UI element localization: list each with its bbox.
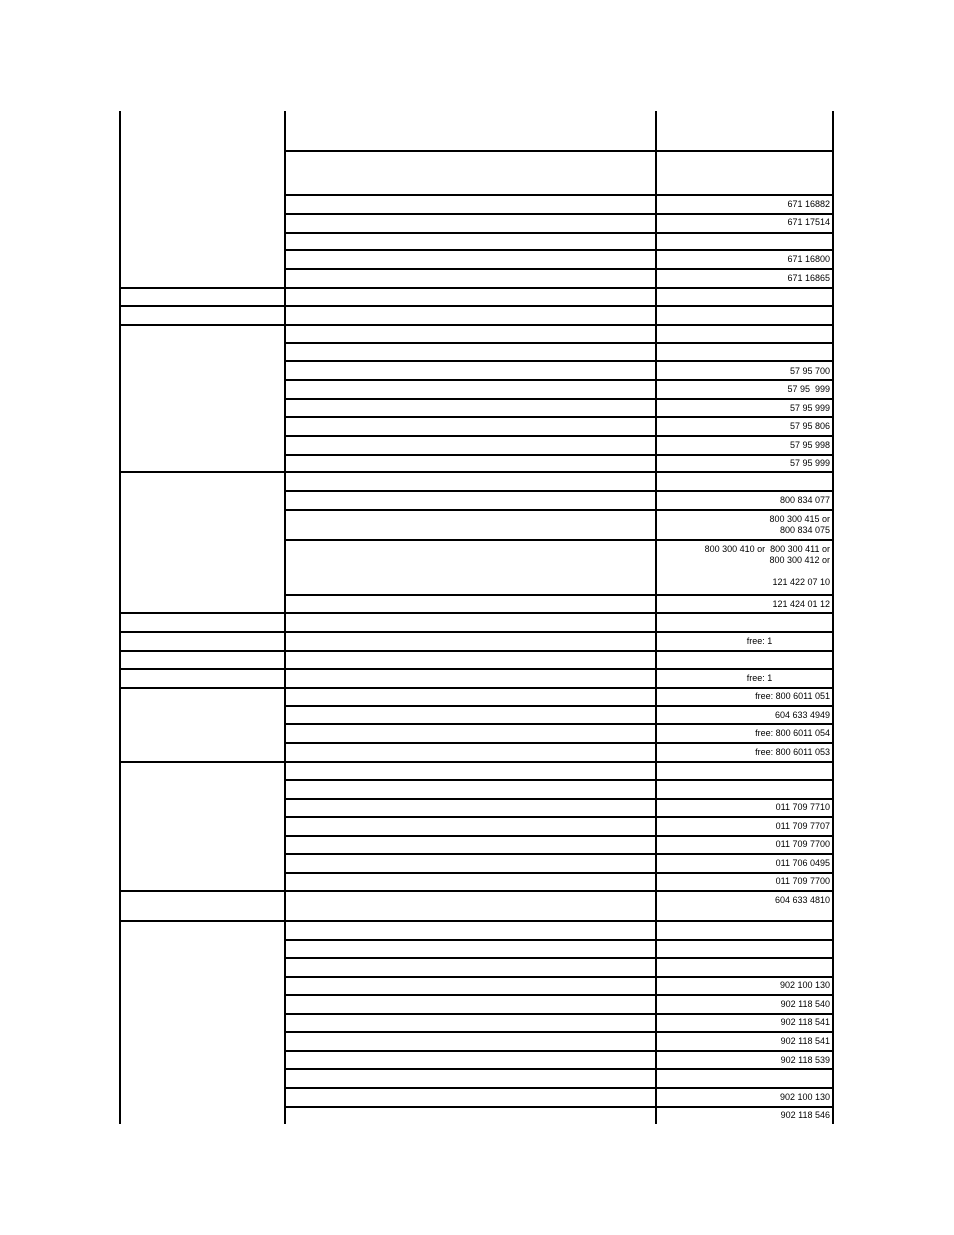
row-border (284, 435, 834, 437)
row-border (284, 150, 834, 152)
group-border (119, 668, 834, 670)
row-border (284, 398, 834, 400)
phone-cell (660, 403, 830, 414)
phone-text: 011 709 7700 (775, 839, 830, 849)
phone-text: free: 800 6011 053 (755, 747, 830, 757)
row-border (284, 705, 834, 707)
phone-cell (660, 384, 830, 395)
row-border (284, 853, 834, 855)
phone-cell (660, 544, 830, 588)
phone-cell (660, 1110, 830, 1121)
phone-cell (660, 895, 830, 906)
phone-cell (660, 199, 830, 210)
group-border (119, 890, 834, 892)
col-border-1 (284, 111, 286, 1124)
row-border (284, 957, 834, 959)
row-border (284, 1031, 834, 1033)
phone-text: free: 800 6011 054 (755, 728, 830, 738)
row-border (284, 213, 834, 215)
phone-cell (660, 839, 830, 850)
phone-text: 902 118 541 (780, 1017, 830, 1027)
row-border (284, 1087, 834, 1089)
row-border (284, 872, 834, 874)
group-border (119, 287, 834, 289)
phone-text: 671 16865 (787, 273, 830, 283)
phone-cell (660, 599, 830, 610)
phone-text: 57 95 700 (789, 366, 830, 376)
group-border (119, 612, 834, 614)
phone-text: 121 424 01 12 (772, 599, 830, 609)
col-border-right (832, 111, 834, 1124)
row-border (284, 379, 834, 381)
row-border (284, 342, 834, 344)
phone-cell (660, 1036, 830, 1047)
phone-cell (660, 876, 830, 887)
phone-text: 57 95 806 (789, 421, 830, 431)
row-border (284, 816, 834, 818)
group-border (119, 305, 834, 307)
phone-cell (660, 858, 830, 869)
phone-text: 800 834 077 (779, 495, 830, 505)
row-border (284, 360, 834, 362)
phone-text: 011 709 7710 (775, 802, 830, 812)
row-border (284, 194, 834, 196)
row-border (284, 976, 834, 978)
row-border (284, 1106, 834, 1108)
col-border-left (119, 111, 121, 1124)
group-border (119, 324, 834, 326)
row-border (284, 1068, 834, 1070)
phone-cell (660, 710, 830, 721)
row-border (284, 742, 834, 744)
phone-text: free: 1 (746, 636, 773, 646)
col-border-2 (655, 111, 657, 1124)
phone-cell (660, 980, 830, 991)
row-border (284, 723, 834, 725)
row-border (284, 1050, 834, 1052)
phone-cell (657, 673, 862, 684)
phone-text: 902 118 541 (780, 1036, 830, 1046)
group-border (119, 650, 834, 652)
row-border (284, 594, 834, 596)
phone-cell (660, 1055, 830, 1066)
row-border (284, 539, 834, 541)
phone-text: 671 16800 (787, 254, 830, 264)
phone-cell (660, 747, 830, 758)
phone-text: 121 422 07 10 (772, 577, 830, 587)
phone-cell (660, 458, 830, 469)
row-border (284, 268, 834, 270)
phone-text: free: 1 (746, 673, 773, 683)
phone-cell (660, 691, 830, 702)
group-border (119, 631, 834, 633)
row-border (284, 939, 834, 941)
phone-text: 800 300 412 or (769, 555, 830, 565)
phone-text: 800 300 410 or 800 300 411 or (704, 544, 830, 554)
phone-cell (660, 440, 830, 451)
phone-text: 902 118 546 (780, 1110, 830, 1120)
phone-text: 800 300 415 or (769, 514, 830, 524)
phone-text: 800 834 075 (779, 525, 830, 535)
phone-cell (660, 366, 830, 377)
row-border (284, 798, 834, 800)
group-border (119, 471, 834, 473)
phone-text: 57 95 999 (789, 458, 830, 468)
phone-cell (660, 821, 830, 832)
row-border (284, 835, 834, 837)
phone-text: free: 800 6011 051 (755, 691, 830, 701)
phone-text: 902 118 540 (780, 999, 830, 1009)
phone-cell (660, 495, 830, 506)
phone-text: 902 100 130 (779, 980, 830, 990)
row-border (284, 779, 834, 781)
phone-text: 671 17514 (787, 217, 830, 227)
row-border (284, 994, 834, 996)
phone-cell (660, 273, 830, 284)
phone-text: 671 16882 (787, 199, 830, 209)
row-border (284, 490, 834, 492)
phone-cell (660, 254, 830, 265)
phone-text: 57 95 998 (789, 440, 830, 450)
phone-text: 011 706 0495 (775, 858, 830, 868)
phone-cell (660, 514, 830, 536)
group-border (119, 761, 834, 763)
phone-cell (660, 1092, 830, 1103)
phone-text: 57 95 999 (787, 384, 830, 394)
phone-text: 604 633 4949 (774, 710, 830, 720)
phone-cell (660, 1017, 830, 1028)
row-border (284, 232, 834, 234)
phone-text: 902 100 130 (779, 1092, 830, 1102)
phone-cell (660, 999, 830, 1010)
phone-cell (657, 636, 862, 647)
group-border (119, 687, 834, 689)
row-border (284, 454, 834, 456)
phone-text: 011 709 7707 (775, 821, 830, 831)
row-border (284, 249, 834, 251)
phone-cell (660, 421, 830, 432)
phone-cell (660, 217, 830, 228)
phone-text: 57 95 999 (789, 403, 830, 413)
phone-text: 902 118 539 (780, 1055, 830, 1065)
row-border (284, 416, 834, 418)
phone-text: 011 709 7700 (775, 876, 830, 886)
row-border (284, 509, 834, 511)
group-border (119, 920, 834, 922)
row-border (284, 1013, 834, 1015)
phone-cell (660, 728, 830, 739)
phone-cell (660, 802, 830, 813)
phone-text: 604 633 4810 (774, 895, 830, 905)
